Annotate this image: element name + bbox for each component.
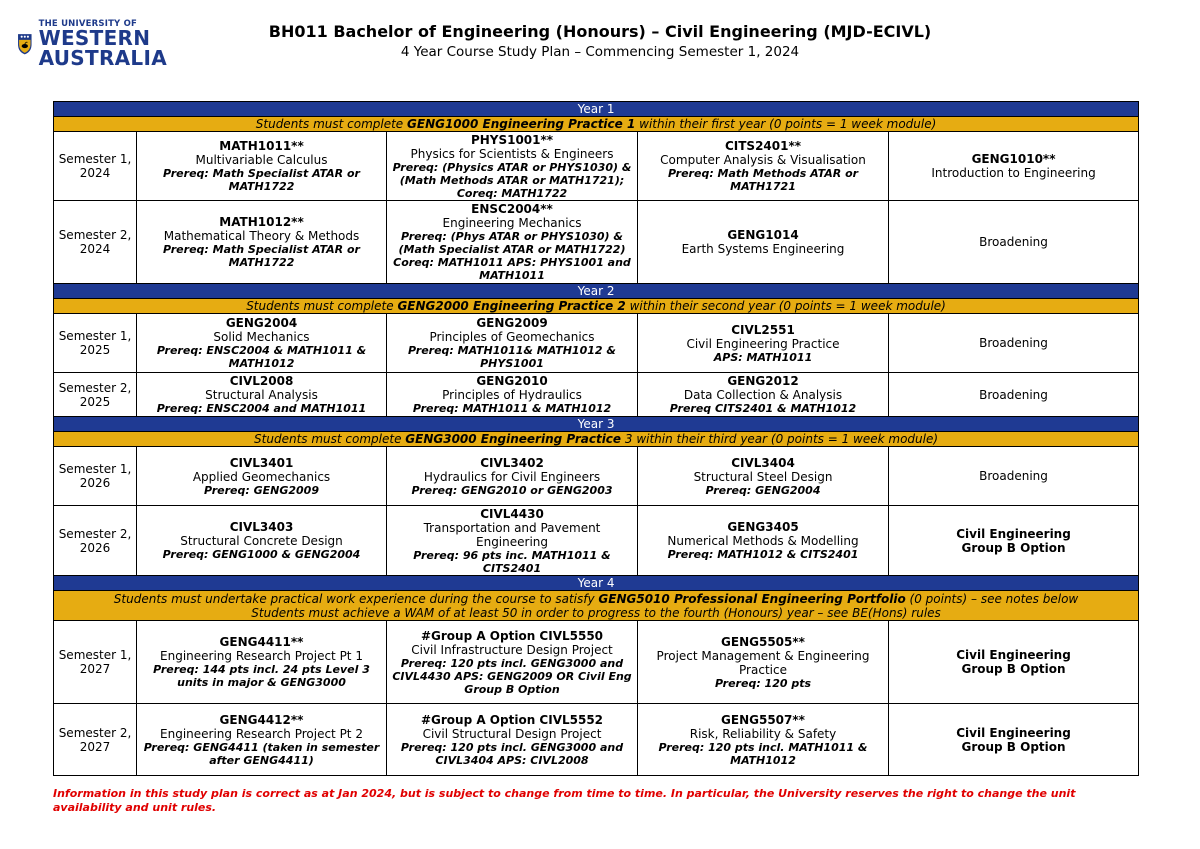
- unit-cell: [137, 704, 387, 776]
- unit-code: CIVL2008: [229, 374, 294, 388]
- year-header-row: [54, 284, 1139, 299]
- unit-code: GENG5507**: [721, 712, 805, 727]
- unit-cell: [889, 447, 1139, 506]
- year-label: Year 3: [54, 417, 1139, 432]
- unit-name: Group B Option: [961, 540, 1066, 555]
- unit-name: Physics for Scientists & Engineers: [410, 146, 614, 161]
- unit-cell: [387, 373, 638, 417]
- unit-cell: [137, 132, 387, 201]
- unit-cell: [889, 704, 1139, 776]
- unit-prereq: Prereq: 96 pts inc. MATH1011 & CITS2401: [413, 548, 611, 575]
- unit-code: GENG2012: [727, 374, 799, 388]
- semester-label: Semester 1, 2024: [54, 132, 137, 201]
- unit-prereq: APS: MATH1011: [713, 350, 813, 364]
- year-note-row: [54, 432, 1139, 447]
- unit-code: CIVL3404: [731, 455, 795, 470]
- study-plan-table: [53, 101, 1139, 776]
- unit-code: Civil Engineering: [956, 725, 1071, 740]
- unit-prereq: Prereq: Math Specialist ATAR or MATH1722: [163, 243, 360, 269]
- unit-code: CIVL3401: [229, 455, 294, 470]
- unit-code: GENG2004: [225, 316, 298, 330]
- logo-line2: WESTERN: [38, 26, 151, 51]
- year-note: Students must complete GENG2000 Engineering Practice 2 within their second year (0 points = 1 week module): [54, 299, 1139, 314]
- semester-row: [54, 373, 1139, 417]
- semester-row: [54, 314, 1139, 373]
- unit-name: Broadening: [979, 469, 1048, 483]
- unit-cell: [889, 201, 1139, 284]
- unit-prereq: Prereq: GENG4411 (taken in semester after GENG4411): [143, 740, 380, 767]
- year-label: Year 1: [54, 102, 1139, 117]
- unit-prereq: Prereq: (Phys ATAR or PHYS1030) & (Math Specialist ATAR or MATH1722) Coreq: MATH1011 APS: PHYS1001 and MATH1011: [393, 230, 631, 282]
- page-subtitle: 4 Year Course Study Plan – Commencing Semester 1, 2024: [400, 44, 800, 60]
- semester-label: Semester 2, 2027: [54, 704, 137, 776]
- unit-cell: [889, 373, 1139, 417]
- unit-name: Engineering Research Project Pt 2: [160, 726, 363, 741]
- unit-name: Applied Geomechanics: [192, 469, 331, 484]
- unit-name: Principles of Hydraulics: [442, 388, 582, 402]
- unit-cell: [638, 132, 889, 201]
- year-header-row: [54, 576, 1139, 591]
- unit-prereq: Prereq: 120 pts: [714, 676, 812, 690]
- unit-name: Engineering Mechanics: [442, 216, 582, 230]
- unit-cell: [638, 201, 889, 284]
- unit-name: Risk, Reliability & Safety: [689, 726, 837, 741]
- unit-name: Transportation and Pavement Engineering: [423, 520, 601, 549]
- unit-name: Group B Option: [961, 662, 1066, 676]
- unit-prereq: Prereq: GENG2009: [204, 483, 319, 497]
- unit-code: Civil Engineering: [956, 526, 1071, 541]
- year-header-row: [54, 102, 1139, 117]
- unit-name: Principles of Geomechanics: [429, 330, 595, 344]
- unit-code: GENG2009: [476, 316, 548, 330]
- unit-code: GENG1010**: [971, 152, 1056, 166]
- footer-disclaimer: Information in this study plan is correct as at Jan 2024, but is subject to change from time to time. In particular, the University reserves the right to change the unit availability and unit rules.: [53, 787, 1076, 814]
- unit-name: Earth Systems Engineering: [681, 242, 845, 256]
- unit-name: Structural Steel Design: [693, 469, 833, 484]
- year-note-emphasis: GENG5010 Professional Engineering Portfolio: [598, 591, 906, 606]
- unit-cell: [889, 506, 1139, 576]
- unit-name: Engineering Research Project Pt 1: [160, 649, 363, 663]
- unit-name: Multivariable Calculus: [195, 153, 328, 167]
- unit-code: GENG4411**: [219, 635, 304, 649]
- logo-line1: THE UNIVERSITY OF: [38, 18, 138, 29]
- unit-name: Computer Analysis & Visualisation: [660, 153, 866, 167]
- unit-cell: [638, 704, 889, 776]
- unit-cell: [889, 314, 1139, 373]
- semester-row: [54, 506, 1139, 576]
- semester-label: Semester 2, 2024: [54, 201, 137, 284]
- year-note-row: [54, 299, 1139, 314]
- unit-cell: [638, 373, 889, 417]
- unit-prereq: Prereq: MATH1011& MATH1012 & PHYS1001: [408, 344, 616, 370]
- unit-prereq: Prereq: GENG1000 & GENG2004: [162, 548, 361, 561]
- semester-label: Semester 2, 2026: [54, 506, 137, 576]
- unit-code: GENG3405: [727, 520, 799, 534]
- unit-name: Solid Mechanics: [213, 330, 310, 344]
- semester-row: [54, 132, 1139, 201]
- unit-name: Numerical Methods & Modelling: [667, 534, 859, 548]
- unit-code: GENG4412**: [219, 712, 304, 727]
- year-note: Students must complete GENG3000 Engineering Practice 3 within their third year (0 points = 1 week module): [54, 432, 1139, 447]
- semester-row: [54, 621, 1139, 704]
- year-note-emphasis: GENG2000 Engineering Practice 2: [397, 299, 626, 313]
- unit-cell: [387, 132, 638, 201]
- unit-cell: [387, 201, 638, 284]
- unit-name: Structural Concrete Design: [180, 534, 343, 548]
- unit-cell: [137, 506, 387, 576]
- unit-cell: [638, 506, 889, 576]
- semester-row: [54, 201, 1139, 284]
- year-note-emphasis: GENG3000 Engineering Practice: [405, 432, 622, 446]
- unit-cell: [638, 621, 889, 704]
- unit-prereq: Prereq: GENG2004: [705, 483, 821, 497]
- unit-code: MATH1012**: [219, 215, 304, 229]
- unit-cell: [387, 621, 638, 704]
- unit-prereq: Prereq: 144 pts incl. 24 pts Level 3 units in major & GENG3000: [153, 663, 370, 689]
- unit-code: CIVL3402: [480, 455, 544, 470]
- unit-name: Introduction to Engineering: [931, 166, 1096, 180]
- unit-cell: [889, 132, 1139, 201]
- semester-label: Semester 1, 2025: [54, 314, 137, 373]
- unit-cell: [137, 201, 387, 284]
- unit-code: GENG5505**: [721, 634, 805, 649]
- unit-cell: [137, 373, 387, 417]
- unit-code: GENG1014: [727, 228, 799, 242]
- unit-cell: [638, 447, 889, 506]
- unit-cell: [638, 314, 889, 373]
- year-note-emphasis: GENG1000 Engineering Practice 1: [407, 117, 636, 131]
- year-note: Students must undertake practical work experience during the course to satisfy GENG5010 Professional Engineering Portfolio (0 points) – see notes below Students must achieve a WAM of at least 50 in order to progress to the fourth (Honours) year – see BE(Hons) rules: [54, 591, 1139, 621]
- unit-cell: [387, 447, 638, 506]
- year-label: Year 4: [54, 576, 1139, 591]
- unit-code: #Group A Option CIVL5550: [420, 628, 604, 643]
- semester-row: [54, 704, 1139, 776]
- unit-cell: [137, 621, 387, 704]
- unit-code: CIVL3403: [229, 520, 294, 534]
- unit-name: Group B Option: [961, 739, 1066, 754]
- logo-line3: AUSTRALIA: [38, 46, 167, 71]
- unit-name: Hydraulics for Civil Engineers: [423, 469, 601, 484]
- unit-name: Project Management & Engineering Practice: [656, 648, 870, 677]
- unit-code: CITS2401**: [724, 139, 802, 153]
- unit-name: Structural Analysis: [205, 388, 318, 402]
- year-note: Students must complete GENG1000 Engineering Practice 1 within their first year (0 points = 1 week module): [54, 117, 1139, 132]
- unit-prereq: Prereq: Math Specialist ATAR or MATH1722: [163, 167, 360, 193]
- unit-name: Civil Infrastructure Design Project: [411, 642, 613, 657]
- unit-prereq: Prereq: 120 pts incl. GENG3000 and CIVL4430 APS: GENG2009 OR Civil Eng Group B Option: [392, 656, 632, 696]
- unit-cell: [387, 704, 638, 776]
- year-label: Year 2: [54, 284, 1139, 299]
- unit-code: GENG2010: [476, 374, 548, 388]
- unit-name: Broadening: [979, 336, 1048, 350]
- unit-prereq: Prereq: (Physics ATAR or PHYS1030) & (Math Methods ATAR or MATH1721); Coreq: MATH1722: [392, 160, 632, 200]
- unit-code: #Group A Option CIVL5552: [420, 712, 604, 727]
- unit-prereq: Prereq: Math Methods ATAR or MATH1721: [667, 167, 859, 193]
- unit-cell: [889, 621, 1139, 704]
- unit-code: Civil Engineering: [956, 648, 1071, 662]
- semester-row: [54, 447, 1139, 506]
- unit-prereq: Prereq CITS2401 & MATH1012: [669, 402, 857, 415]
- unit-cell: [137, 447, 387, 506]
- unit-prereq: Prereq: ENSC2004 & MATH1011 & MATH1012: [156, 344, 367, 370]
- year-note-row: [54, 591, 1139, 621]
- unit-code: CIVL2551: [731, 322, 795, 337]
- unit-prereq: Prereq: 120 pts incl. GENG3000 and CIVL3404 APS: CIVL2008: [400, 740, 624, 767]
- unit-code: ENSC2004**: [471, 202, 553, 216]
- unit-cell: [137, 314, 387, 373]
- semester-label: Semester 2, 2025: [54, 373, 137, 417]
- unit-code: MATH1011**: [219, 139, 304, 153]
- unit-name: Civil Engineering Practice: [686, 336, 840, 351]
- unit-prereq: Prereq: 120 pts incl. MATH1011 & MATH1012: [658, 740, 868, 767]
- unit-cell: [387, 314, 638, 373]
- unit-code: CIVL4430: [480, 506, 544, 521]
- semester-label: Semester 1, 2027: [54, 621, 137, 704]
- unit-prereq: Prereq: GENG2010 or GENG2003: [411, 483, 613, 497]
- unit-name: Broadening: [979, 235, 1048, 249]
- year-note-row: [54, 117, 1139, 132]
- semester-label: Semester 1, 2026: [54, 447, 137, 506]
- unit-prereq: Prereq: ENSC2004 and MATH1011: [156, 402, 367, 415]
- unit-cell: [387, 506, 638, 576]
- unit-name: Civil Structural Design Project: [422, 726, 602, 741]
- unit-name: Data Collection & Analysis: [683, 388, 843, 402]
- unit-name: Broadening: [979, 387, 1048, 402]
- unit-prereq: Prereq: MATH1012 & CITS2401: [667, 548, 859, 561]
- unit-name: Mathematical Theory & Methods: [163, 229, 360, 243]
- unit-prereq: Prereq: MATH1011 & MATH1012: [412, 402, 612, 415]
- year-header-row: [54, 417, 1139, 432]
- page-title: BH011 Bachelor of Engineering (Honours) – Civil Engineering (MJD-ECIVL): [268, 22, 932, 41]
- unit-code: PHYS1001**: [470, 132, 554, 147]
